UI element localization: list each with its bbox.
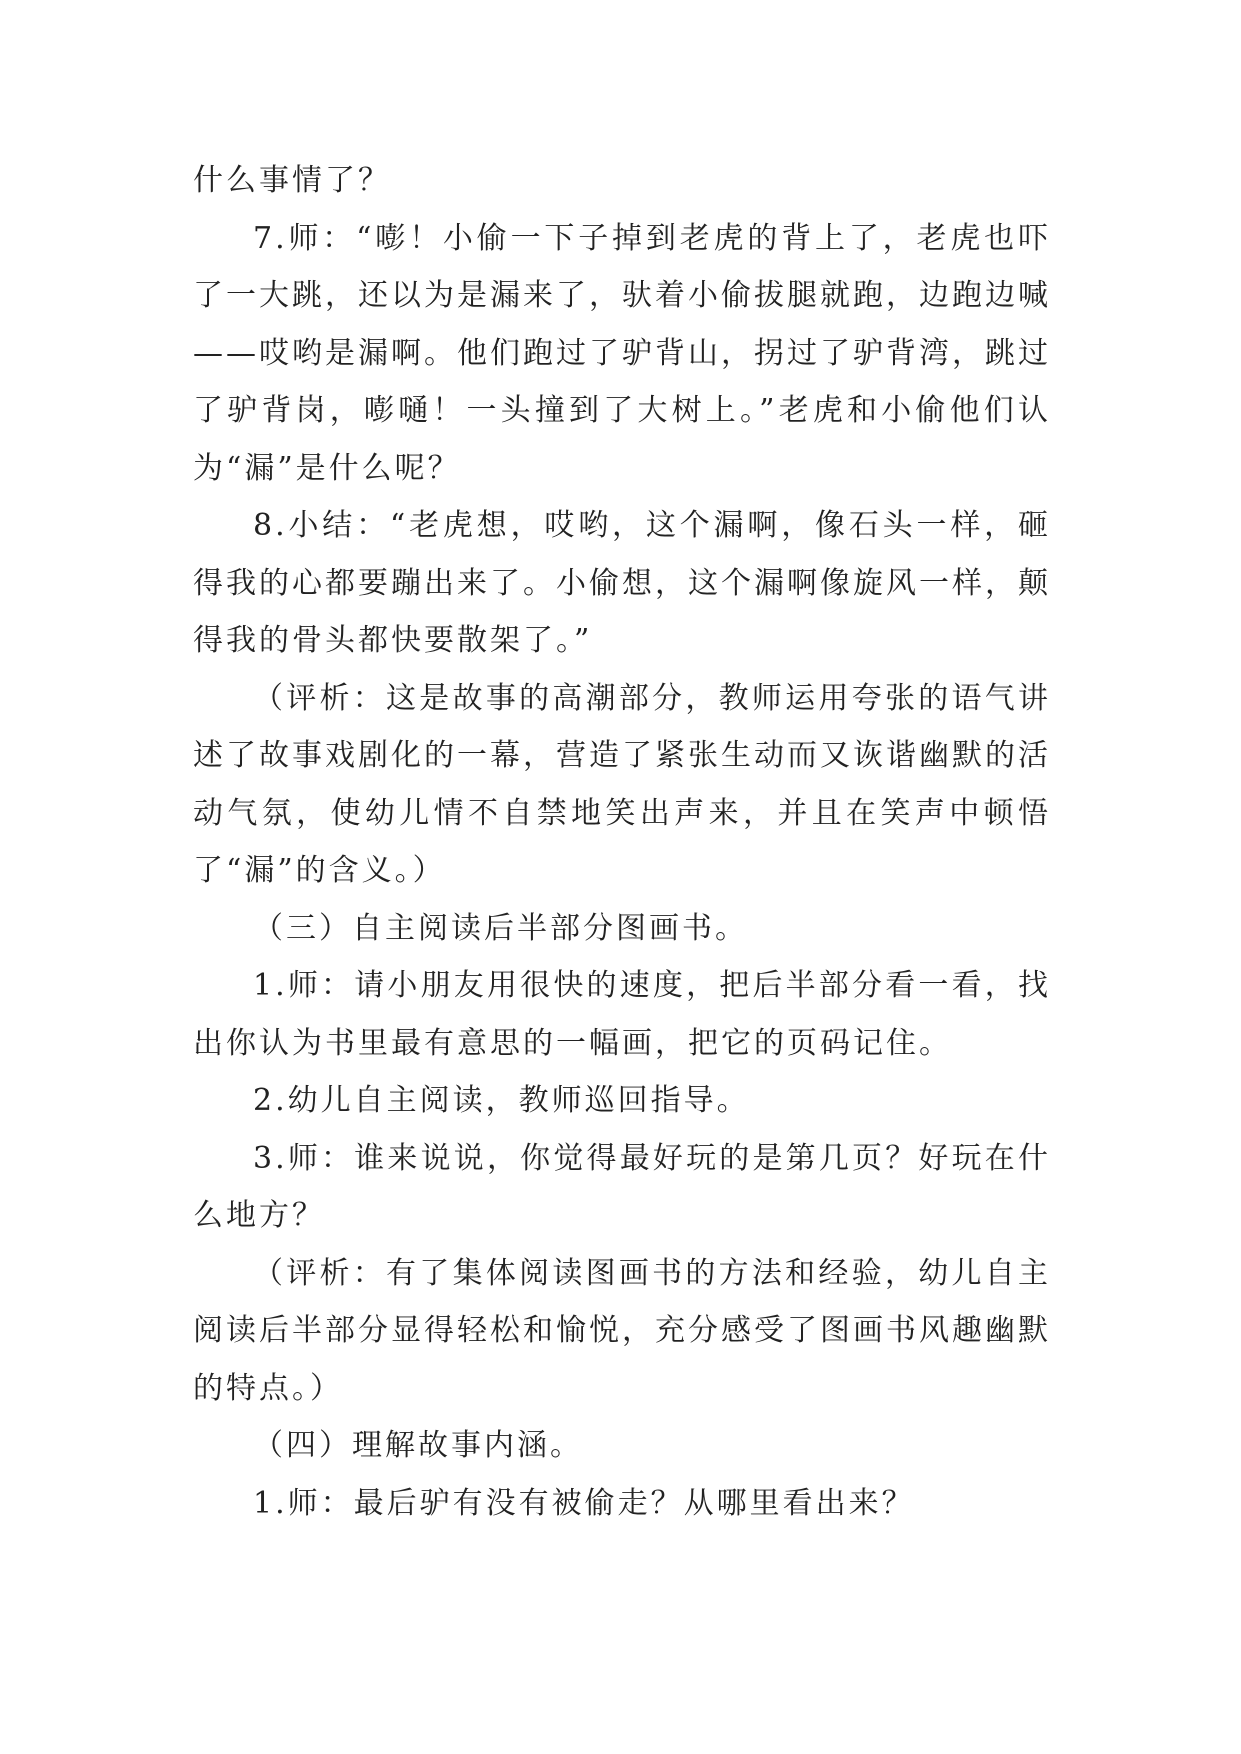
paragraph-step-1: 1.师：请小朋友用很快的速度，把后半部分看一看，找出你认为书里最有意思的一幅画，把它的页码记住。	[193, 968, 1051, 1061]
paragraph-summary-8: 8.小结：“老虎想，哎哟，这个漏啊，像石头一样，砸得我的心都要蹦出来了。小偷想，这个漏啊像旋风一样，颠得我的骨头都快要散架了。”	[193, 508, 1051, 658]
paragraph-teacher-7: 7.师：“嘭！小偷一下子掉到老虎的背上了，老虎也吓了一大跳，还以为是漏来了，驮着小偷拔腿就跑，边跑边喊——哎哟是漏啊。他们跑过了驴背山，拐过了驴背湾，跳过了驴背岗，嘭嗵！一头撞到了大树上。”老虎和小偷他们认为“漏”是什么呢？	[193, 220, 1051, 486]
paragraph-comment-1: （评析：这是故事的高潮部分，教师运用夸张的语气讲述了故事戏剧化的一幕，营造了紧张生动而又诙谐幽默的活动气氛，使幼儿情不自禁地笑出声来，并且在笑声中顿悟了“漏”的含义。）	[193, 680, 1051, 888]
document-body	[193, 152, 1051, 1532]
paragraph-comment-2: （评析：有了集体阅读图画书的方法和经验，幼儿自主阅读后半部分显得轻松和愉悦，充分感受了图画书风趣幽默的特点。）	[193, 1255, 1051, 1406]
section-heading-3: （三）自主阅读后半部分图画书。	[253, 910, 748, 946]
section-heading-4: （四）理解故事内涵。	[253, 1428, 583, 1463]
paragraph-step-3: 3.师：谁来说说，你觉得最好玩的是第几页？好玩在什么地方？	[193, 1140, 1051, 1233]
paragraph-step-2: 2.幼儿自主阅读，教师巡回指导。	[253, 1083, 750, 1118]
paragraph-continuation: 什么事情了？	[193, 163, 391, 198]
paragraph-question-1: 1.师：最后驴有没有被偷走？从哪里看出来？	[253, 1485, 915, 1521]
